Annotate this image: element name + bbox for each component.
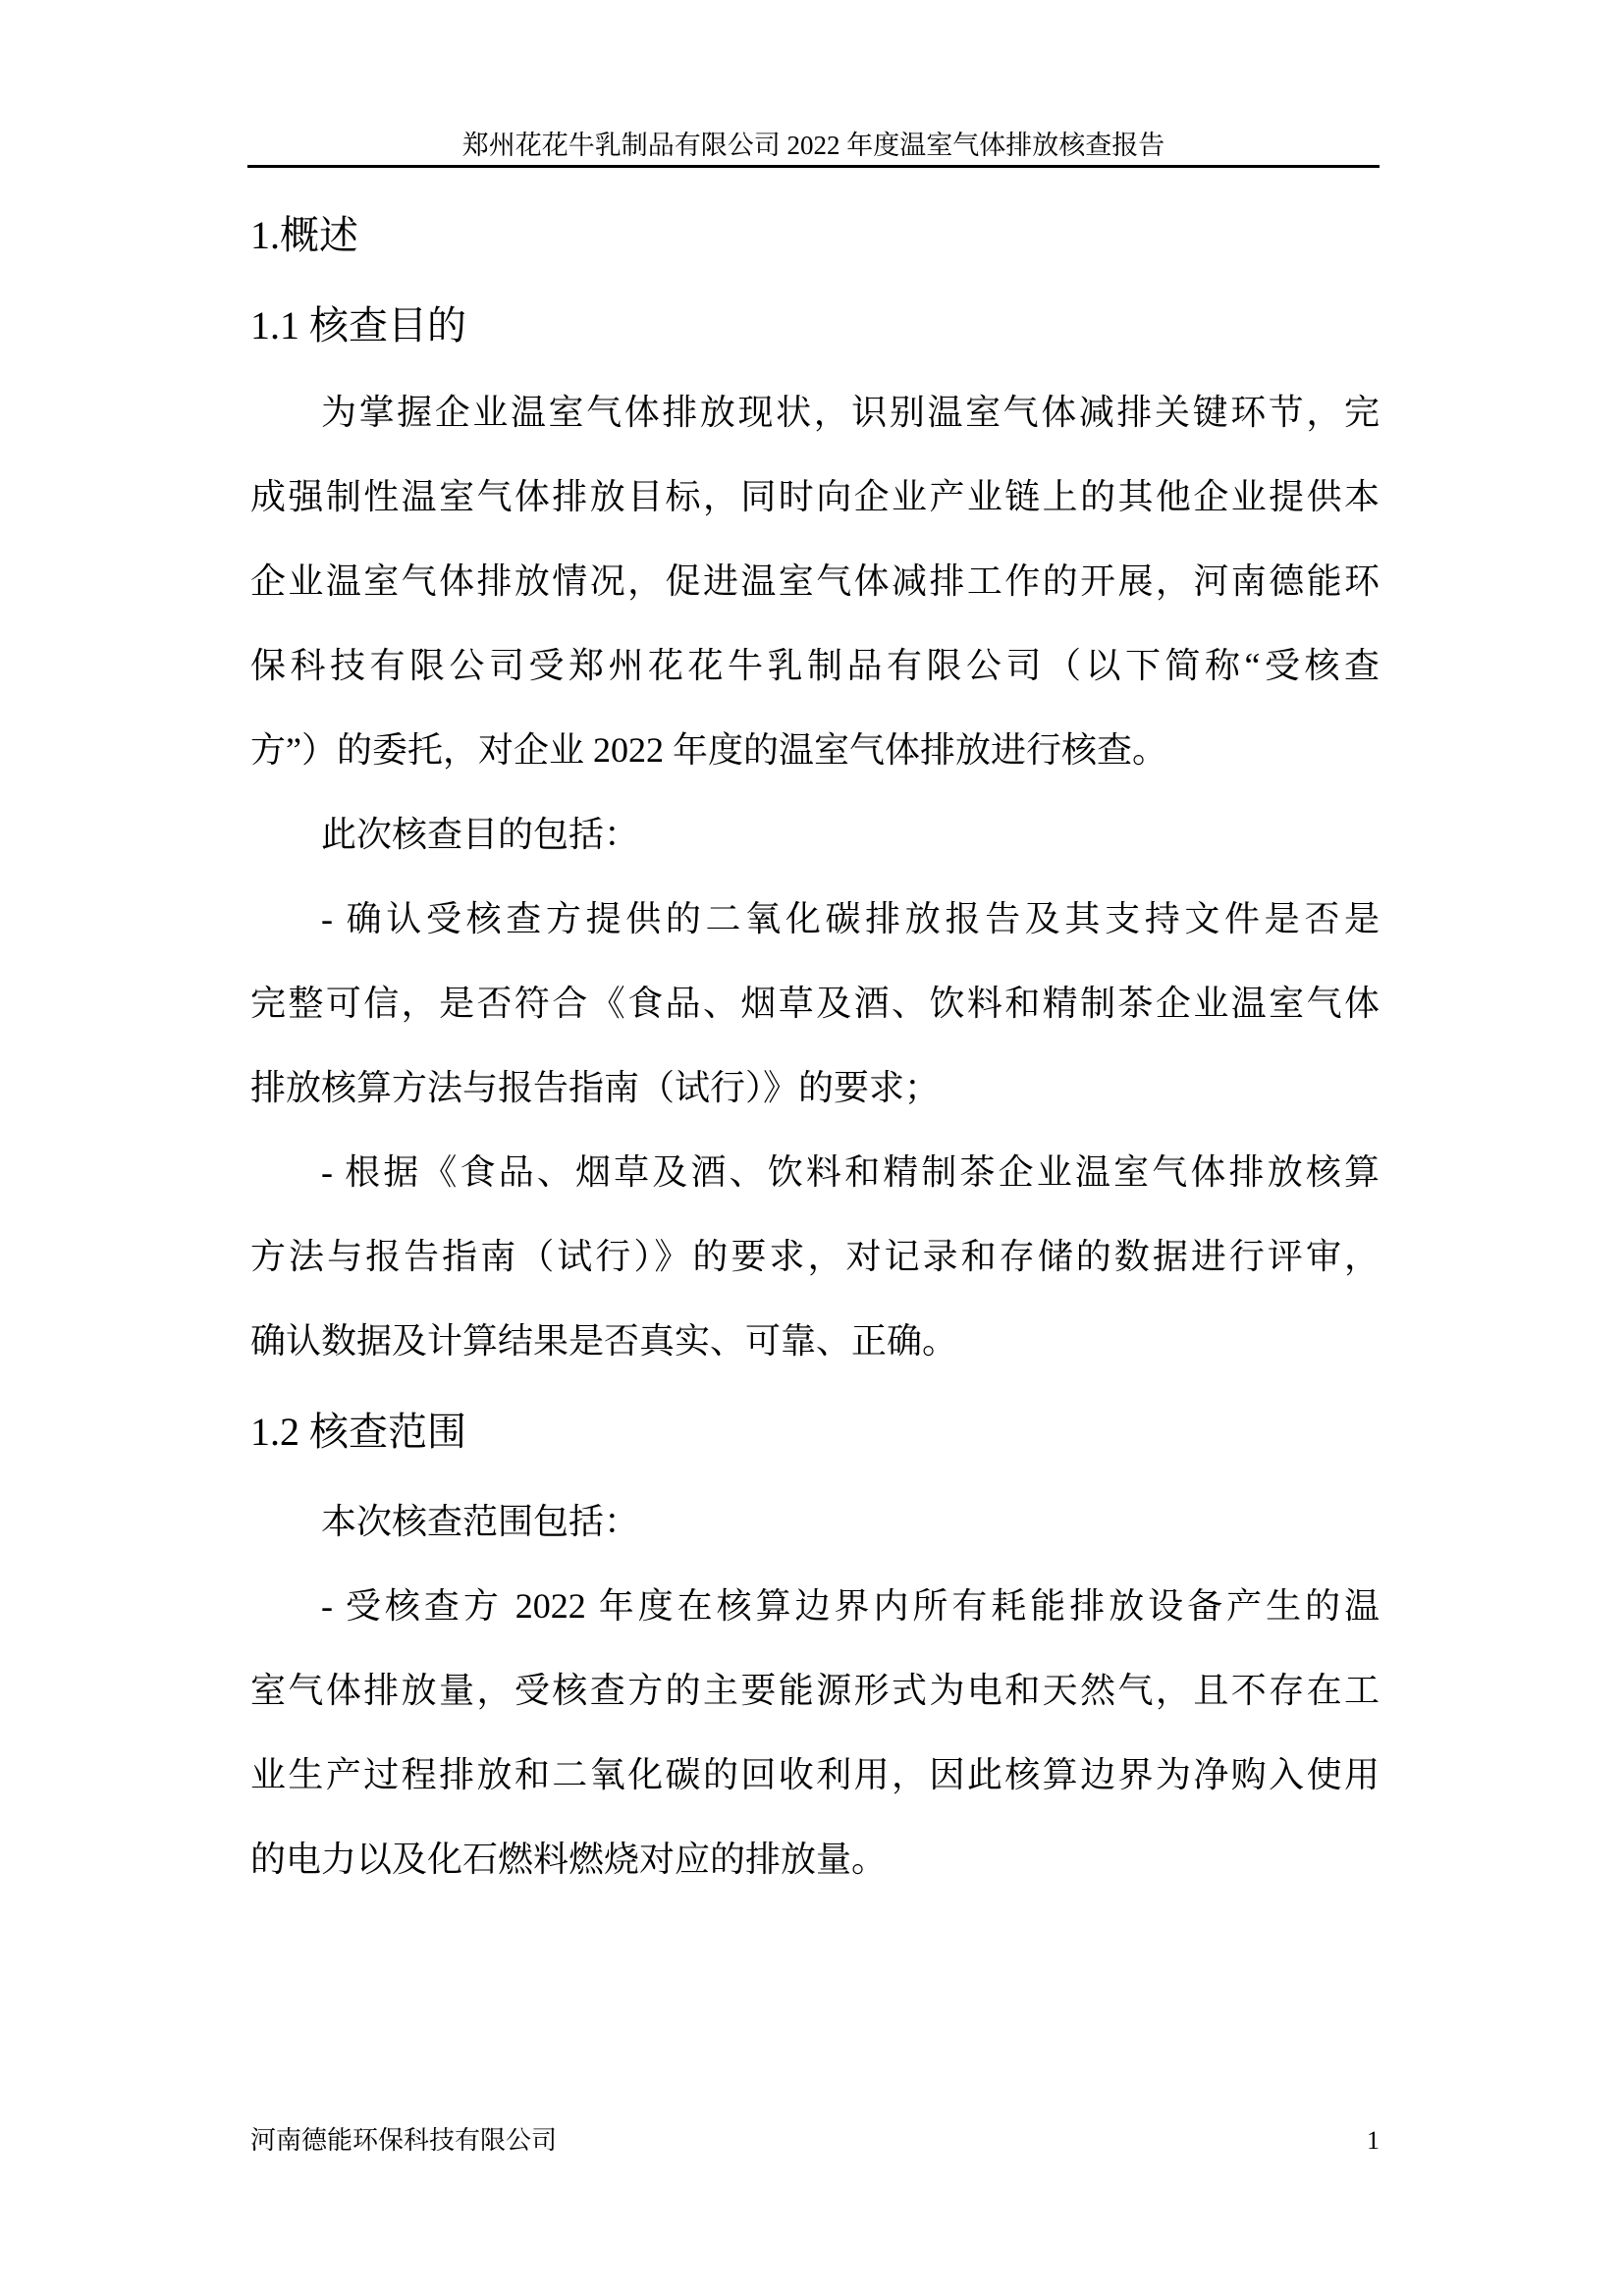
heading-verification-purpose: 1.1 核查目的 xyxy=(250,303,466,347)
text-line: 业生产过程排放和二氧化碳的回收利用，因此核算边界为净购入使用 xyxy=(250,1755,1380,1794)
text-line: 保科技有限公司受郑州花花牛乳制品有限公司（以下简称“受核查 xyxy=(250,646,1380,685)
footer-page-number: 1 xyxy=(1367,2126,1380,2155)
text-line: 企业温室气体排放情况，促进温室气体减排工作的开展，河南德能环 xyxy=(250,561,1380,601)
text-line: 的电力以及化石燃料燃烧对应的排放量。 xyxy=(250,1840,888,1879)
paragraph-purpose-item-2 xyxy=(250,1130,1380,1383)
page-header xyxy=(247,127,1380,168)
text-line: 排放核算方法与报告指南（试行）》的要求； xyxy=(250,1068,941,1107)
text-line: 为掌握企业温室气体排放现状，识别温室气体减排关键环节，完 xyxy=(321,393,1380,432)
text-line: 完整可信，是否符合《食品、烟草及酒、饮料和精制茶企业温室气体 xyxy=(250,984,1380,1023)
paragraph-scope-item-1 xyxy=(250,1564,1380,1901)
paragraph-purpose-intro xyxy=(250,370,1380,792)
heading-verification-scope: 1.2 核查范围 xyxy=(250,1410,466,1454)
text-line: 本次核查范围包括： xyxy=(321,1502,640,1541)
text-line: 此次核查目的包括： xyxy=(321,815,640,854)
paragraph-scope-intro xyxy=(250,1479,1380,1564)
header-title: 郑州花花牛乳制品有限公司 2022 年度温室气体排放核查报告 xyxy=(461,131,1165,160)
text-line: - 受核查方 2022 年度在核算边界内所有耗能排放设备产生的温 xyxy=(321,1586,1380,1626)
text-line: 成强制性温室气体排放目标，同时向企业产业链上的其他企业提供本 xyxy=(250,477,1380,516)
paragraph-purpose-item-1 xyxy=(250,877,1380,1130)
text-line: - 根据《食品、烟草及酒、饮料和精制茶企业温室气体排放核算 xyxy=(321,1152,1380,1192)
text-line: 方”）的委托，对企业 2022 年度的温室气体排放进行核查。 xyxy=(250,730,1167,770)
paragraph-purpose-list-intro xyxy=(250,792,1380,877)
text-line: - 确认受核查方提供的二氧化碳排放报告及其支持文件是否是 xyxy=(321,899,1380,938)
footer-company-name: 河南德能环保科技有限公司 xyxy=(250,2126,558,2155)
text-line: 确认数据及计算结果是否真实、可靠、正确。 xyxy=(250,1321,958,1361)
text-line: 方法与报告指南（试行）》的要求，对记录和存储的数据进行评审， xyxy=(250,1237,1380,1276)
heading-overview: 1.概述 xyxy=(250,213,358,257)
text-line: 室气体排放量，受核查方的主要能源形式为电和天然气，且不存在工 xyxy=(250,1671,1380,1710)
